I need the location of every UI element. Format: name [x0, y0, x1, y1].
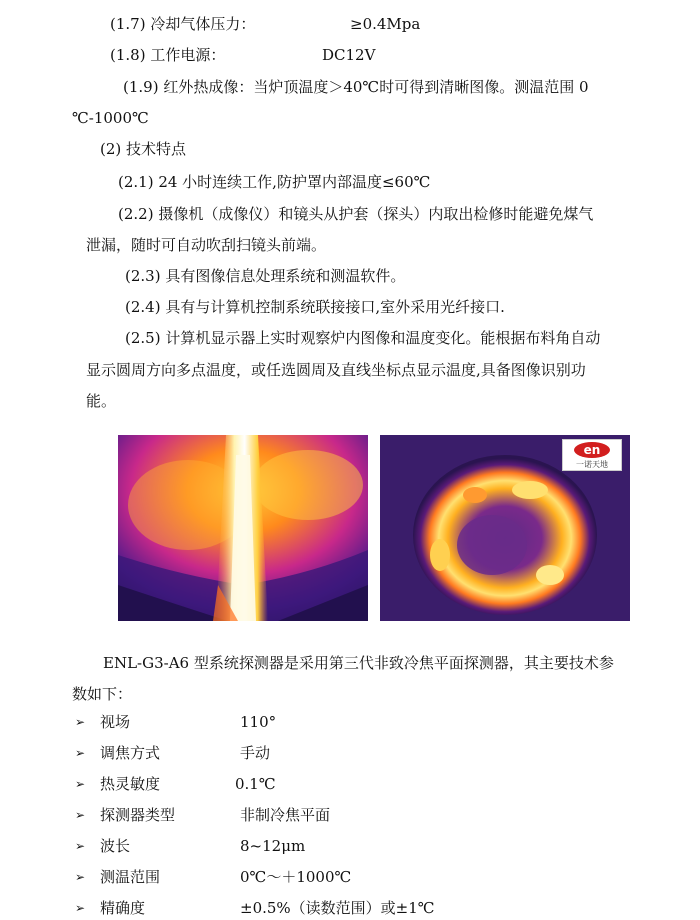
- detector-spec-value: 110°: [240, 713, 277, 731]
- detector-spec-label: 热灵敏度: [100, 775, 161, 793]
- detector-spec-label: 探测器类型: [100, 806, 176, 824]
- en-logo-mark: en: [574, 442, 610, 458]
- detector-spec-value: ±0.5%（读数范围）或±1℃: [240, 899, 435, 917]
- thermal-image-ring: [380, 435, 630, 621]
- feature-2-2-line1: (2.2) 摄像机（成像仪）和镜头从护套（探头）内取出检修时能避免煤气: [118, 205, 594, 223]
- feature-2-4: (2.4) 具有与计算机控制系统联接接口,室外采用光纤接口.: [125, 298, 505, 316]
- detector-spec-value: 8~12μm: [240, 837, 306, 855]
- en-logo-caption: 一诺天地: [576, 460, 608, 469]
- feature-2-5-line3: 能。: [86, 392, 117, 410]
- bullet-arrow-icon: ➢: [75, 746, 86, 760]
- detector-spec-label: 精确度: [100, 899, 146, 917]
- feature-2-2-line2: 泄漏，随时可自动吹刮扫镜头前端。: [86, 236, 327, 254]
- detector-intro-line2: 数如下：: [72, 685, 133, 703]
- detector-spec-value: 手动: [240, 744, 271, 762]
- detector-spec-label: 视场: [100, 713, 131, 731]
- bullet-arrow-icon: ➢: [75, 777, 86, 791]
- bullet-arrow-icon: ➢: [75, 870, 86, 884]
- section-2-heading: (2) 技术特点: [100, 140, 187, 158]
- feature-2-1: (2.1) 24 小时连续工作,防护罩内部温度≤60℃: [118, 173, 431, 191]
- bullet-arrow-icon: ➢: [75, 901, 86, 915]
- detector-spec-value: 非制冷焦平面: [240, 806, 331, 824]
- detector-spec-label: 波长: [100, 837, 131, 855]
- spec-1-8-label: (1.8) 工作电源：: [110, 46, 226, 64]
- spec-1-7-value: ≥0.4Mpa: [350, 15, 421, 33]
- feature-2-5-line1: (2.5) 计算机显示器上实时观察炉内图像和温度变化。能根据布料角自动: [125, 329, 601, 347]
- detector-spec-value: 0.1℃: [235, 775, 276, 793]
- spec-1-9-line1: (1.9) 红外热成像：当炉顶温度＞40℃时可得到清晰图像。测温范围 0: [123, 78, 589, 96]
- detector-spec-value: 0℃～＋1000℃: [240, 868, 352, 886]
- feature-2-3: (2.3) 具有图像信息处理系统和测温软件。: [125, 267, 406, 285]
- bullet-arrow-icon: ➢: [75, 808, 86, 822]
- spec-1-7-label: (1.7) 冷却气体压力：: [110, 15, 256, 33]
- thermal-image-plume: [118, 435, 368, 621]
- spec-1-9-line2: ℃-1000℃: [72, 109, 149, 127]
- detector-intro-line1: ENL-G3-A6 型系统探测器是采用第三代非致冷焦平面探测器，其主要技术参: [103, 654, 614, 672]
- detector-spec-label: 测温范围: [100, 868, 161, 886]
- feature-2-5-line2: 显示圆周方向多点温度，或任选圆周及直线坐标点显示温度,具备图像识别功: [86, 361, 586, 379]
- bullet-arrow-icon: ➢: [75, 839, 86, 853]
- bullet-arrow-icon: ➢: [75, 715, 86, 729]
- spec-1-8-value: DC12V: [322, 46, 376, 64]
- en-logo: [562, 439, 622, 471]
- detector-spec-label: 调焦方式: [100, 744, 161, 762]
